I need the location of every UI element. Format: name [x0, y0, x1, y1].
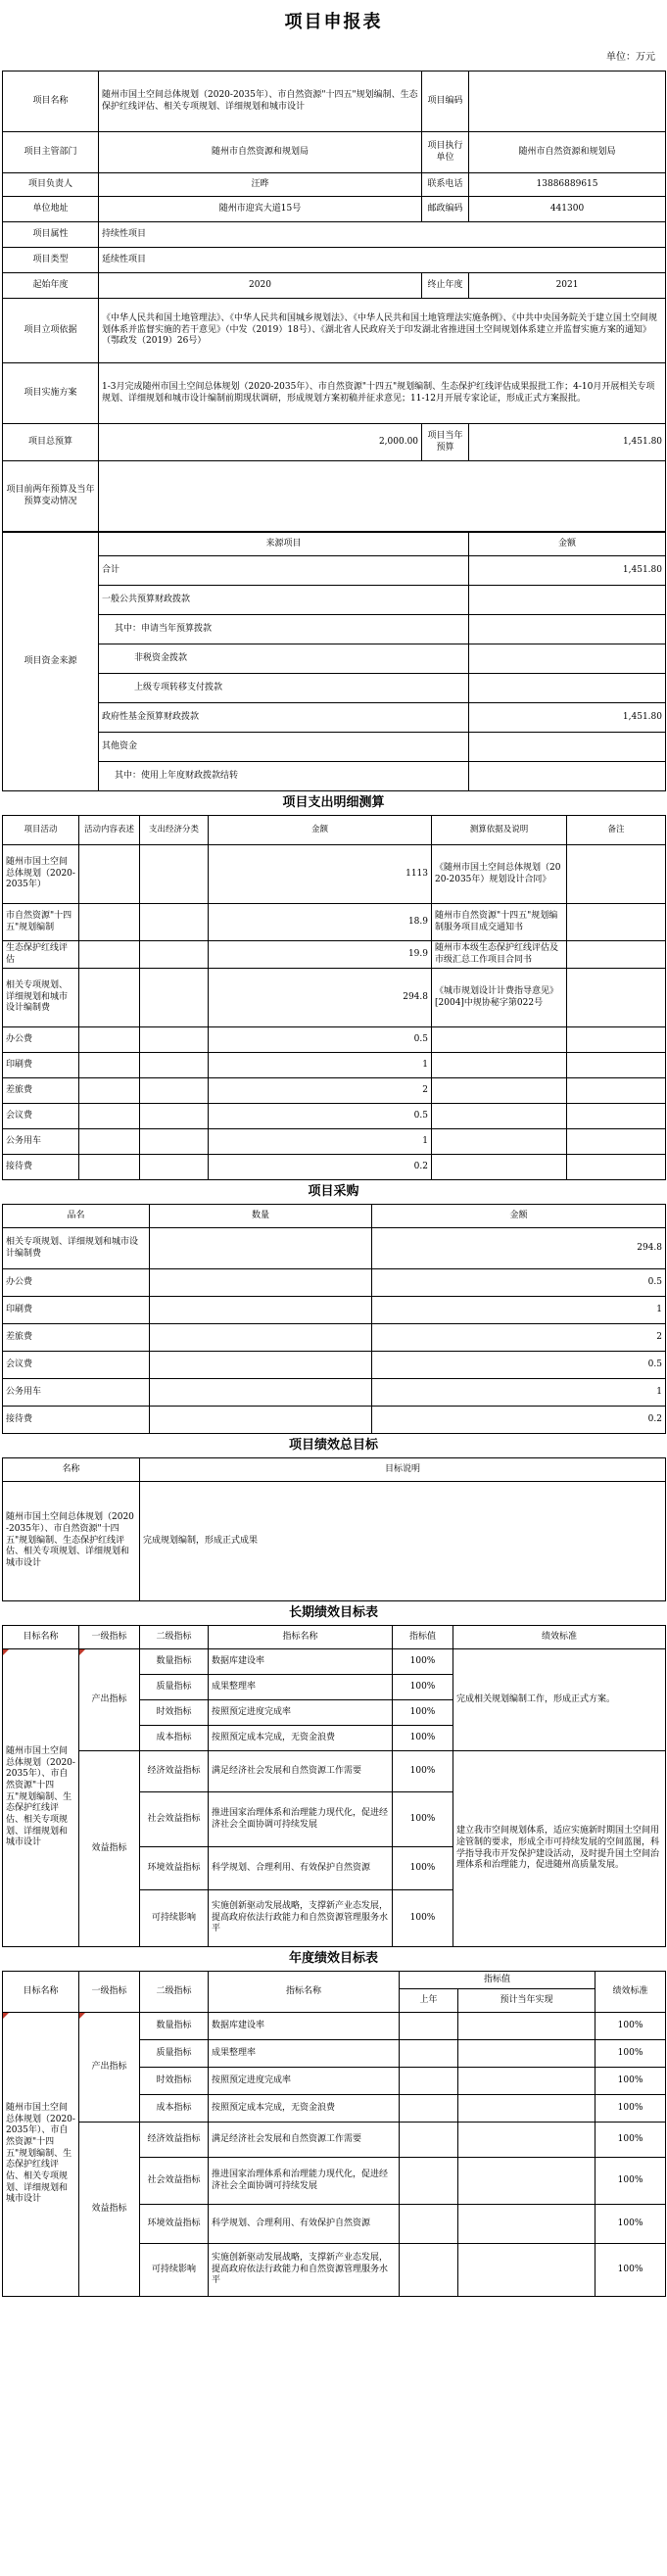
plan-value: 1-3月完成随州市国土空间总体规划（2020-2035年）、市自然资源"十四五"规划编制、生态保护红线评估成果报批工作；4-10月开展相关专项规划、详细规划和城市设计编制前期现状调研，形成规划方案初稿并征求意见；11-12月开展专家论证，形成正式方案报批。	[99, 363, 666, 424]
funds-col-source: 来源项目	[99, 533, 469, 556]
procure-name: 差旅费	[3, 1324, 150, 1352]
annual-l2: 可持续影响	[140, 2244, 209, 2297]
annual-cur	[458, 2040, 596, 2068]
longterm-l2: 成本指标	[140, 1726, 209, 1751]
code-label: 项目编码	[422, 72, 469, 132]
table-row	[3, 845, 666, 904]
annual-std: 100%	[596, 2040, 666, 2068]
longterm-value: 100%	[393, 1726, 453, 1751]
phone-value: 13886889615	[469, 173, 666, 197]
attr-label: 项目属性	[3, 222, 99, 248]
longterm-value: 100%	[393, 1700, 453, 1726]
annual-l2: 时效指标	[140, 2068, 209, 2095]
annual-std: 100%	[596, 2095, 666, 2123]
procure-qty	[150, 1269, 372, 1297]
code-value	[469, 72, 666, 132]
expense-class	[140, 969, 209, 1027]
expense-activity: 差旅费	[3, 1078, 79, 1104]
expense-activity: 公务用车	[3, 1129, 79, 1155]
expense-amount: 1	[209, 1053, 432, 1078]
expense-class	[140, 1053, 209, 1078]
expense-amount: 18.9	[209, 904, 432, 941]
expense-basis: 随州市本级生态保护红线评估及市级汇总工作项目合同书	[432, 941, 567, 969]
longterm-l2: 社会效益指标	[140, 1792, 209, 1847]
annual-name: 数据库建设率	[209, 2013, 400, 2040]
type-label: 项目类型	[3, 248, 99, 273]
expense-activity: 生态保护红线评估	[3, 941, 79, 969]
annual-name: 满足经济社会发展和自然资源工作需要	[209, 2123, 400, 2158]
longterm-name: 按照预定进度完成率	[209, 1700, 393, 1726]
expense-basis: 《随州市国土空间总体规划（2020-2035年）规划设计合同》	[432, 845, 567, 904]
expense-note	[567, 1129, 666, 1155]
annual-level1-output: 产出指标	[79, 2013, 140, 2123]
expense-activity: 市自然资源"十四五"规划编制	[3, 904, 79, 941]
funds-row-amount	[469, 615, 666, 644]
annual-name: 按照预定成本完成，无资金浪费	[209, 2095, 400, 2123]
annual-header: 二级指标	[140, 1972, 209, 2013]
longterm-std-output: 完成相关规划编制工作，形成正式方案。	[453, 1649, 666, 1751]
procure-amount: 1	[372, 1297, 666, 1324]
annual-prev	[400, 2244, 458, 2297]
funds-row-name: 其中：申请当年预算拨款	[99, 615, 469, 644]
table-row	[3, 1324, 666, 1352]
start-label: 起始年度	[3, 273, 99, 299]
expense-note	[567, 941, 666, 969]
annual-l2: 数量指标	[140, 2013, 209, 2040]
funds-label: 项目资金来源	[3, 533, 99, 791]
longterm-value: 100%	[393, 1890, 453, 1947]
longterm-title: 长期绩效目标表	[288, 1605, 378, 1620]
annual-prev	[400, 2158, 458, 2205]
name-label: 项目名称	[3, 72, 99, 132]
exec-value: 随州市自然资源和规划局	[469, 132, 666, 173]
procure-name: 接待费	[3, 1407, 150, 1434]
annual-header: 指标值	[400, 1972, 596, 1989]
procure-title: 项目采购	[308, 1184, 359, 1199]
longterm-value: 100%	[393, 1792, 453, 1847]
expense-header: 金额	[209, 816, 432, 845]
expense-header: 备注	[567, 816, 666, 845]
procure-amount: 0.5	[372, 1352, 666, 1379]
goal-title: 项目绩效总目标	[288, 1438, 378, 1453]
zip-label: 邮政编码	[422, 197, 469, 222]
procure-qty	[150, 1352, 372, 1379]
expense-table	[2, 815, 666, 1180]
table-row	[3, 904, 666, 941]
expense-note	[567, 1155, 666, 1180]
funds-col-amount: 金额	[469, 533, 666, 556]
annual-std: 100%	[596, 2205, 666, 2244]
procure-amount: 294.8	[372, 1228, 666, 1269]
funds-row-name: 合计	[99, 556, 469, 586]
table-row	[3, 1053, 666, 1078]
expense-amount: 19.9	[209, 941, 432, 969]
expense-basis: 《城市规划设计计费指导意见》[2004]中规协秘字第022号	[432, 969, 567, 1027]
longterm-l2: 可持续影响	[140, 1890, 209, 1947]
table-row	[3, 1129, 666, 1155]
annual-name: 按照预定进度完成率	[209, 2068, 400, 2095]
funds-row-name: 其他资金	[99, 733, 469, 762]
annual-std: 100%	[596, 2244, 666, 2297]
expense-note	[567, 1027, 666, 1053]
table-row	[3, 941, 666, 969]
expense-note	[567, 904, 666, 941]
expense-amount: 294.8	[209, 969, 432, 1027]
dept-label: 项目主管部门	[3, 132, 99, 173]
goal-desc: 完成规划编制，形成正式成果	[140, 1482, 666, 1601]
expense-header: 活动内容表述	[79, 816, 140, 845]
plan-label: 项目实施方案	[3, 363, 99, 424]
longterm-header: 指标名称	[209, 1626, 393, 1649]
goal-name: 随州市国土空间总体规划（2020-2035年）、市自然资源"十四五"规划编制、生态保护红线评估、相关专项规划、详细规划和城市设计	[3, 1482, 140, 1601]
longterm-l2: 环境效益指标	[140, 1847, 209, 1890]
annual-name: 推进国家治理体系和治理能力现代化，促进经济社会全面协调可持续发展	[209, 2158, 400, 2205]
table-row	[3, 1379, 666, 1407]
funds-row-name: 非税资金拨款	[99, 644, 469, 674]
type-value: 延续性项目	[99, 248, 666, 273]
annual-l2: 成本指标	[140, 2095, 209, 2123]
exec-label: 项目执行单位	[422, 132, 469, 173]
expense-header: 支出经济分类	[140, 816, 209, 845]
change-label: 项目前两年预算及当年预算变动情况	[3, 461, 99, 532]
funds-row-name: 其中：使用上年度财政拨款结转	[99, 762, 469, 791]
expense-basis	[432, 1078, 567, 1104]
annual-subheader: 上年	[400, 1989, 458, 2013]
funds-row-amount	[469, 674, 666, 703]
funds-row-amount	[469, 644, 666, 674]
funds-table	[2, 532, 666, 791]
table-row	[3, 1297, 666, 1324]
funds-row-amount	[469, 762, 666, 791]
longterm-name: 成果整理率	[209, 1675, 393, 1700]
basis-value: 《中华人民共和国土地管理法》、《中华人民共和国城乡规划法》、《中华人民共和国土地管理法实施条例》、《中共中央国务院关于建立国土空间规划体系并监督实施的若干意见》（中发（2019）18号）、《湖北省人民政府关于印发湖北省推进国土空间规划体系建立并监督实施方案的通知》（鄂政发（2019）26号）	[99, 299, 666, 363]
annual-name: 科学规划、合理利用、有效保护自然资源	[209, 2205, 400, 2244]
annual-title: 年度绩效目标表	[288, 1951, 378, 1966]
zip-value: 441300	[469, 197, 666, 222]
annual-target: 随州市国土空间总体规划（2020-2035年）、市自然资源"十四五"规划编制、生态保护红线评估、相关专项规划、详细规划和城市设计	[3, 2013, 79, 2297]
expense-activity: 接待费	[3, 1155, 79, 1180]
dept-value: 随州市自然资源和规划局	[99, 132, 422, 173]
annual-header: 一级指标	[79, 1972, 140, 2013]
expense-note	[567, 1104, 666, 1129]
annual-cur	[458, 2013, 596, 2040]
annual-header: 绩效标准	[596, 1972, 666, 2013]
table-row	[3, 1078, 666, 1104]
longterm-header: 二级指标	[140, 1626, 209, 1649]
longterm-value: 100%	[393, 1751, 453, 1792]
expense-content	[79, 1104, 140, 1129]
expense-content	[79, 1129, 140, 1155]
basis-label: 项目立项依据	[3, 299, 99, 363]
annual-cur	[458, 2158, 596, 2205]
annual-std: 100%	[596, 2158, 666, 2205]
table-row	[3, 1269, 666, 1297]
expense-content	[79, 941, 140, 969]
longterm-l2: 时效指标	[140, 1700, 209, 1726]
expense-class	[140, 1129, 209, 1155]
expense-class	[140, 941, 209, 969]
annual-cur	[458, 2095, 596, 2123]
end-label: 终止年度	[422, 273, 469, 299]
phone-label: 联系电话	[422, 173, 469, 197]
expense-class	[140, 904, 209, 941]
expense-amount: 0.2	[209, 1155, 432, 1180]
expense-note	[567, 845, 666, 904]
expense-content	[79, 969, 140, 1027]
goal-table	[2, 1457, 666, 1601]
annual-cur	[458, 2205, 596, 2244]
expense-basis	[432, 1129, 567, 1155]
annual-name: 成果整理率	[209, 2040, 400, 2068]
annual-std: 100%	[596, 2123, 666, 2158]
expense-note	[567, 1078, 666, 1104]
total-value: 2,000.00	[99, 424, 422, 461]
expense-basis	[432, 1053, 567, 1078]
procure-qty	[150, 1379, 372, 1407]
annual-prev	[400, 2068, 458, 2095]
expense-activity: 办公费	[3, 1027, 79, 1053]
goal-col-name: 名称	[3, 1458, 140, 1482]
longterm-table	[2, 1625, 666, 1947]
longterm-target: 随州市国土空间总体规划（2020-2035年）、市自然资源"十四五"规划编制、生态保护红线评估、相关专项规划、详细规划和城市设计	[3, 1649, 79, 1947]
procure-table	[2, 1204, 666, 1434]
table-row	[3, 969, 666, 1027]
longterm-header: 目标名称	[3, 1626, 79, 1649]
longterm-name: 科学规划、合理利用、有效保护自然资源	[209, 1847, 393, 1890]
expense-header: 项目活动	[3, 816, 79, 845]
longterm-name: 满足经济社会发展和自然资源工作需要	[209, 1751, 393, 1792]
longterm-std-effect: 建立我市空间规划体系，适应实施新时期国土空间用途管制的要求，形成全市可持续发展的空间蓝图，科学指导我市开发保护建设活动，及时提升国土空间治理体系和治理能力，促进随州高质量发展。	[453, 1751, 666, 1947]
annual-level1-effect: 效益指标	[79, 2123, 140, 2297]
page-title: 项目申报表	[284, 12, 383, 32]
procure-header: 数量	[150, 1205, 372, 1228]
longterm-header: 指标值	[393, 1626, 453, 1649]
annual-l2: 环境效益指标	[140, 2205, 209, 2244]
annual-prev	[400, 2013, 458, 2040]
expense-class	[140, 1027, 209, 1053]
funds-row-amount: 1,451.80	[469, 703, 666, 733]
procure-name: 印刷费	[3, 1297, 150, 1324]
annual-std: 100%	[596, 2013, 666, 2040]
funds-row-amount: 1,451.80	[469, 556, 666, 586]
unit-label: 单位：万元	[606, 52, 655, 63]
longterm-l2: 质量指标	[140, 1675, 209, 1700]
expense-note	[567, 1053, 666, 1078]
expense-class	[140, 1078, 209, 1104]
procure-name: 相关专项规划、详细规划和城市设计编制费	[3, 1228, 150, 1269]
longterm-name: 实施创新驱动发展战略，支撑新产业态发展，提高政府依法行政能力和自然资源管理服务水平	[209, 1890, 393, 1947]
expense-title: 项目支出明细测算	[282, 795, 385, 810]
procure-amount: 0.2	[372, 1407, 666, 1434]
funds-row-amount	[469, 733, 666, 762]
annual-table	[2, 1971, 666, 2297]
expense-content	[79, 1027, 140, 1053]
annual-header: 目标名称	[3, 1972, 79, 2013]
expense-class	[140, 1155, 209, 1180]
funds-row-name: 上级专项转移支付拨款	[99, 674, 469, 703]
curyear-label: 项目当年预算	[422, 424, 469, 461]
longterm-level1-effect: 效益指标	[79, 1751, 140, 1947]
annual-name: 实施创新驱动发展战略，支撑新产业态发展，提高政府依法行政能力和自然资源管理服务水平	[209, 2244, 400, 2297]
longterm-header: 绩效标准	[453, 1626, 666, 1649]
person-label: 项目负责人	[3, 173, 99, 197]
procure-qty	[150, 1324, 372, 1352]
annual-subheader: 预计当年实现	[458, 1989, 596, 2013]
procure-amount: 2	[372, 1324, 666, 1352]
expense-amount: 2	[209, 1078, 432, 1104]
funds-row-name: 一般公共预算财政拨款	[99, 586, 469, 615]
expense-amount: 1113	[209, 845, 432, 904]
attr-value: 持续性项目	[99, 222, 666, 248]
table-row	[3, 1228, 666, 1269]
procure-name: 办公费	[3, 1269, 150, 1297]
name-value: 随州市国土空间总体规划（2020-2035年）、市自然资源"十四五"规划编制、生态保护红线评估、相关专项规划、详细规划和城市设计	[99, 72, 422, 132]
expense-content	[79, 845, 140, 904]
annual-l2: 社会效益指标	[140, 2158, 209, 2205]
change-value	[99, 461, 666, 532]
table-row	[3, 1027, 666, 1053]
longterm-header: 一级指标	[79, 1626, 140, 1649]
annual-cur	[458, 2123, 596, 2158]
procure-amount: 1	[372, 1379, 666, 1407]
curyear-value: 1,451.80	[469, 424, 666, 461]
addr-label: 单位地址	[3, 197, 99, 222]
expense-activity: 会议费	[3, 1104, 79, 1129]
longterm-l2: 经济效益指标	[140, 1751, 209, 1792]
expense-basis	[432, 1104, 567, 1129]
longterm-level1-output: 产出指标	[79, 1649, 140, 1751]
expense-amount: 1	[209, 1129, 432, 1155]
expense-amount: 0.5	[209, 1027, 432, 1053]
funds-row-name: 政府性基金预算财政拨款	[99, 703, 469, 733]
expense-class	[140, 1104, 209, 1129]
table-row	[3, 1352, 666, 1379]
expense-basis: 随州市自然资源"十四五"规划编制服务项目成交通知书	[432, 904, 567, 941]
table-row	[3, 1407, 666, 1434]
expense-content	[79, 1078, 140, 1104]
annual-cur	[458, 2068, 596, 2095]
longterm-l2: 数量指标	[140, 1649, 209, 1675]
table-row	[3, 1104, 666, 1129]
procure-header: 品名	[3, 1205, 150, 1228]
expense-amount: 0.5	[209, 1104, 432, 1129]
expense-activity: 相关专项规划、详细规划和城市设计编制费	[3, 969, 79, 1027]
annual-cur	[458, 2244, 596, 2297]
expense-note	[567, 969, 666, 1027]
expense-content	[79, 1155, 140, 1180]
procure-amount: 0.5	[372, 1269, 666, 1297]
longterm-value: 100%	[393, 1847, 453, 1890]
expense-activity: 印刷费	[3, 1053, 79, 1078]
table-row	[3, 1155, 666, 1180]
longterm-value: 100%	[393, 1649, 453, 1675]
end-value: 2021	[469, 273, 666, 299]
procure-header: 金额	[372, 1205, 666, 1228]
person-value: 汪晔	[99, 173, 422, 197]
addr-value: 随州市迎宾大道15号	[99, 197, 422, 222]
expense-content	[79, 1053, 140, 1078]
expense-content	[79, 904, 140, 941]
longterm-value: 100%	[393, 1675, 453, 1700]
procure-qty	[150, 1407, 372, 1434]
procure-name: 公务用车	[3, 1379, 150, 1407]
annual-std: 100%	[596, 2068, 666, 2095]
annual-l2: 经济效益指标	[140, 2123, 209, 2158]
expense-basis	[432, 1027, 567, 1053]
annual-prev	[400, 2095, 458, 2123]
expense-activity: 随州市国土空间总体规划（2020-2035年）	[3, 845, 79, 904]
expense-class	[140, 845, 209, 904]
expense-header: 测算依据及说明	[432, 816, 567, 845]
procure-qty	[150, 1297, 372, 1324]
annual-header: 指标名称	[209, 1972, 400, 2013]
procure-name: 会议费	[3, 1352, 150, 1379]
longterm-name: 按照预定成本完成，无资金浪费	[209, 1726, 393, 1751]
annual-prev	[400, 2205, 458, 2244]
funds-row-amount	[469, 586, 666, 615]
goal-col-desc: 目标说明	[140, 1458, 666, 1482]
total-label: 项目总预算	[3, 424, 99, 461]
project-info-table	[2, 71, 666, 532]
annual-prev	[400, 2040, 458, 2068]
annual-l2: 质量指标	[140, 2040, 209, 2068]
longterm-name: 数据库建设率	[209, 1649, 393, 1675]
expense-basis	[432, 1155, 567, 1180]
annual-prev	[400, 2123, 458, 2158]
procure-qty	[150, 1228, 372, 1269]
start-value: 2020	[99, 273, 422, 299]
longterm-name: 推进国家治理体系和治理能力现代化，促进经济社会全面协调可持续发展	[209, 1792, 393, 1847]
